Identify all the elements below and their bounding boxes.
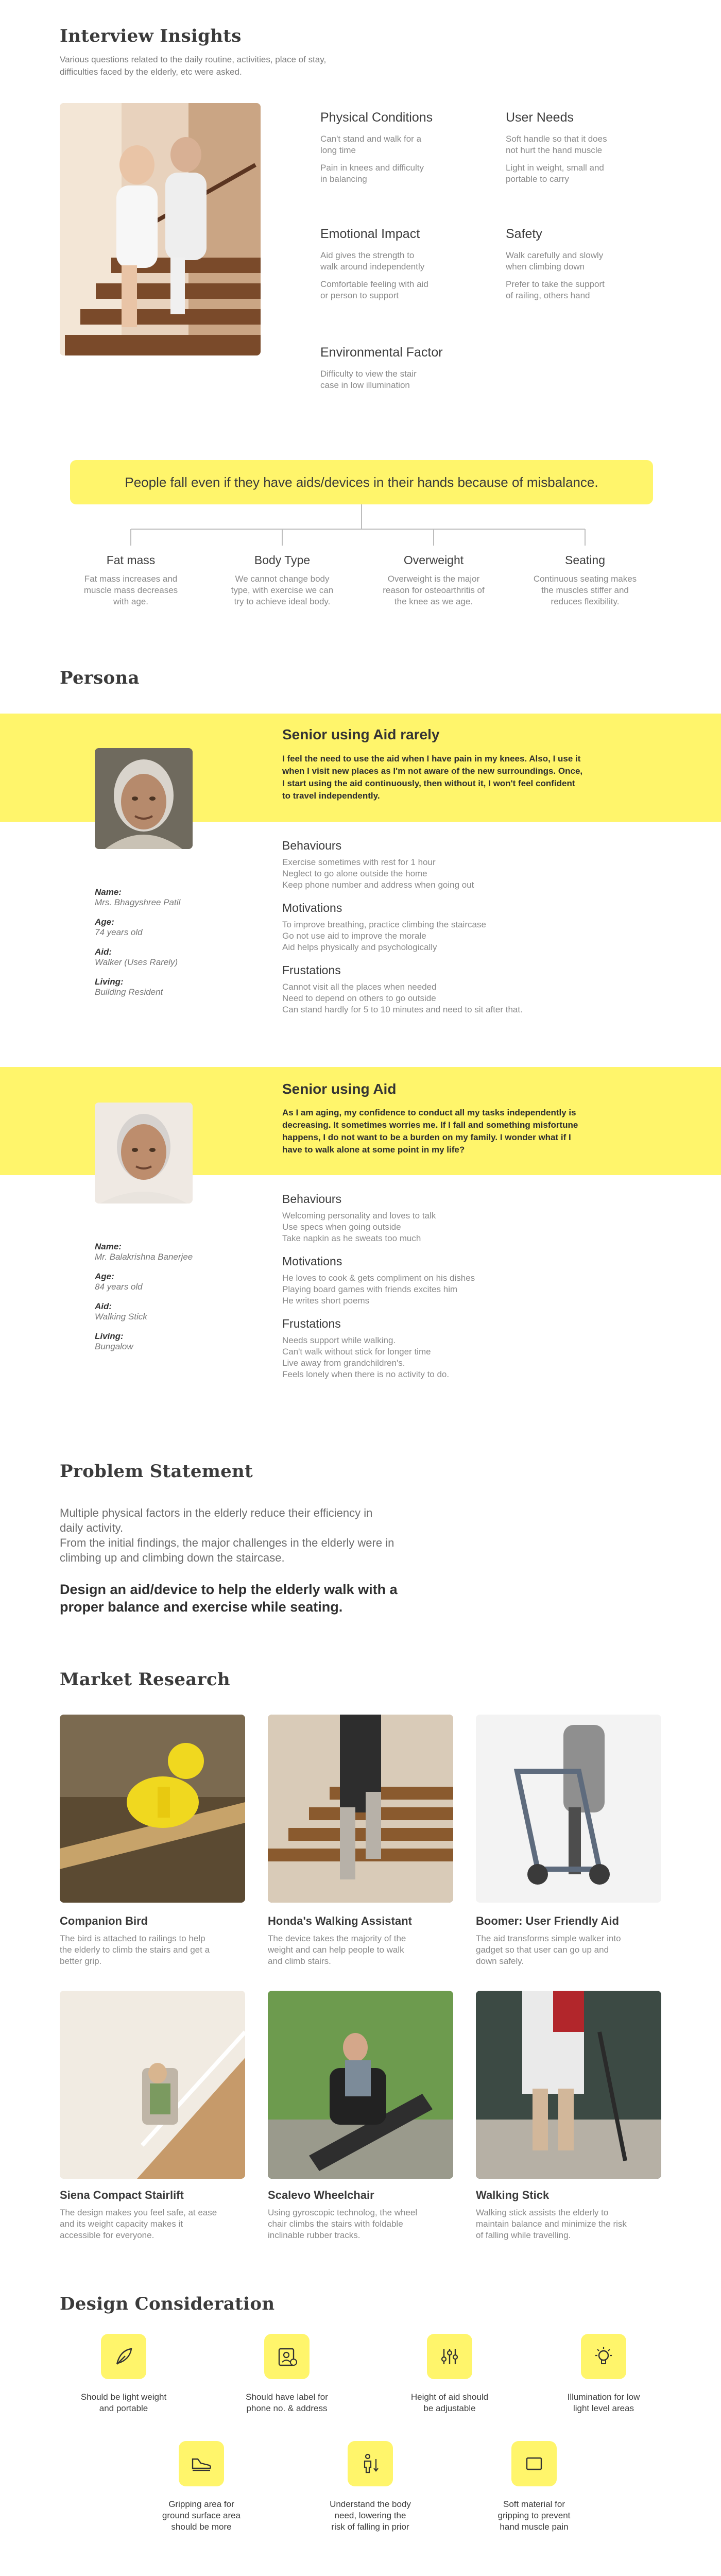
honda-walking-assistant-image: [268, 1715, 453, 1903]
factor-overweight: Overweight Overweight is the major reason for osteoarthritis of the knee as we age.: [383, 553, 485, 606]
market-image-companion-bird: [60, 1715, 245, 1903]
persona-2-sections: Behaviours Welcoming personality and loves to talk Use specs when going outside Take napkin as he sweats too much Motivations He loves to cook & gets compliment on his dishes Playing board games with friends excites him He writes short poems Frustations Needs support while walking. Can't walk without stick for longer time Live away from grandchildren's. Feels lonely when there is no activity to do.: [282, 1192, 475, 1379]
design-item-height: Height of aid should be adjustable: [410, 2392, 489, 2413]
market-image-boomer: [476, 1715, 661, 1903]
persona-1-photo: [95, 748, 193, 849]
market-item-companion-bird: Companion Bird The bird is attached to railings to help the elderly to climb the stairs and get a better grip.: [60, 1914, 210, 1966]
design-item-illumination: Illumination for low light level areas: [567, 2392, 640, 2413]
market-item-walking-stick: Walking Stick Walking stick assists the elderly to maintain balance and minimize the risk of falling while travelling.: [476, 2189, 627, 2240]
elderly-woman-portrait: [95, 748, 193, 849]
factor-connector-lines: [0, 504, 721, 561]
design-item-soft-material: Soft material for gripping to prevent hand muscle pain: [497, 2499, 571, 2532]
wheelchair-image: [268, 1991, 453, 2179]
card-emotional-impact: Emotional Impact Aid gives the strength to walk around independently Comfortable feeling with aid or person to support: [320, 227, 428, 300]
bulb-icon: [581, 2334, 626, 2379]
persona-2-profile: Name: Mr. Balakrishna Banerjee Age: 84 years old Aid: Walking Stick Living: Bungalow: [95, 1242, 193, 1351]
factor-fat-mass: Fat mass Fat mass increases and muscle mass decreases with age.: [83, 553, 178, 606]
problem-title: Problem Statement: [60, 1461, 253, 1482]
walking-stick-image: [476, 1991, 661, 2179]
persona-1-sections: Behaviours Exercise sometimes with rest for 1 hour Neglect to go alone outside the home Keep phone number and address when going out Motivations To improve breathing, practice climbing the staircase Go not use aid to improve the morale Aid helps physically and psychologically Frustations Cannot visit all the places when needed Need to depend on others to go outside Can stand hardly for 5 to 10 minutes and need to sit after that.: [282, 839, 523, 1014]
design-item-body-need: Understand the body need, lowering the risk of falling in prior: [330, 2499, 411, 2532]
companion-bird-image: [60, 1715, 245, 1903]
design-item-weight: Should be light weight and portable: [80, 2392, 167, 2413]
shoe-icon: [179, 2441, 224, 2486]
persona-title: Persona: [60, 668, 140, 688]
stairs-photo-illustration: [60, 103, 261, 355]
interview-intro: Various questions related to the daily routine, activities, place of stay, difficulties faced by the elderly, etc were asked.: [60, 55, 327, 77]
design-title: Design Consideration: [60, 2294, 275, 2314]
factor-seating: Seating Continuous seating makes the muscles stiffer and reduces flexibility.: [533, 553, 637, 606]
card-user-needs: User Needs Soft handle so that it does not hurt the hand muscle Light in weight, small and portable to carry: [506, 110, 607, 184]
persona-2-title: Senior using Aid: [282, 1081, 397, 1097]
factor-body-type: Body Type We cannot change body type, with exercise we can try to achieve ideal body.: [231, 553, 334, 606]
id-card-icon: [264, 2334, 310, 2379]
card-environmental-factor: Environmental Factor Difficulty to view the stair case in low illumination: [320, 345, 443, 390]
persona-2-quote: As I am aging, my confidence to conduct all my tasks independently is decreasing. It sometimes worries me. If I fall and something misfortune happens, I do not want to be a burden on my family. I wonder what if I have to walk alone at some point in my life?: [282, 1108, 578, 1155]
persona-1-title: Senior using Aid rarely: [282, 726, 440, 742]
problem-statement: Design an aid/device to help the elderly walk with a proper balance and exercise while seating.: [60, 1582, 398, 1615]
market-image-scalevo: [268, 1991, 453, 2179]
sliders-icon: [427, 2334, 472, 2379]
market-image-walking-stick: [476, 1991, 661, 2179]
persona-2-photo: [95, 1103, 193, 1204]
market-item-siena: Siena Compact Stairlift The design makes you feel safe, at ease and its weight capacity makes it accessible for everyone.: [60, 2189, 217, 2240]
person-icon: [348, 2441, 393, 2486]
persona-1-quote: I feel the need to use the aid when I have pain in my knees. Also, I use it when I visit new places as I'm not aware of the new surroundings. Once, I start using the aid continuously, then without it, I won't feel confident to travel independently.: [282, 754, 583, 801]
card-safety: Safety Walk carefully and slowly when climbing down Prefer to take the support of railing, others hand: [506, 227, 605, 300]
design-item-gripping: Gripping area for ground surface area should be more: [162, 2499, 241, 2532]
insight-banner: People fall even if they have aids/devices in their hands because of misbalance.: [70, 460, 653, 504]
market-image-siena: [60, 1991, 245, 2179]
problem-description: Multiple physical factors in the elderly reduce their efficiency in daily activity. From the initial findings, the major challenges in the elderly were in climbing up and climbing down the staircase.: [60, 1506, 394, 1564]
market-image-honda: [268, 1715, 453, 1903]
feather-icon: [101, 2334, 146, 2379]
market-item-honda: Honda's Walking Assistant The device takes the majority of the weight and can help people to walk and climb stairs.: [268, 1914, 412, 1966]
interview-title: Interview Insights: [60, 26, 242, 46]
stairlift-image: [60, 1991, 245, 2179]
card-physical-conditions: Physical Conditions Can't stand and walk for a long time Pain in knees and difficulty in balancing: [320, 110, 433, 184]
boomer-aid-image: [476, 1715, 661, 1903]
elderly-man-portrait: [95, 1103, 193, 1204]
market-item-scalevo: Scalevo Wheelchair Using gyroscopic technolog, the wheel chair climbs the stairs with foldable inclinable rubber tracks.: [268, 2189, 418, 2240]
market-title: Market Research: [60, 1669, 230, 1690]
interview-photo: [60, 103, 261, 355]
market-item-boomer: Boomer: User Friendly Aid The aid transforms simple walker into gadget so that user can go up and down safely.: [476, 1914, 621, 1966]
persona-1-profile: Name: Mrs. Bhagyshree Patil Age: 74 years old Aid: Walker (Uses Rarely) Living: Building Resident: [95, 887, 181, 997]
design-item-label: Should have label for phone no. & address: [246, 2392, 328, 2413]
square-icon: [511, 2441, 557, 2486]
